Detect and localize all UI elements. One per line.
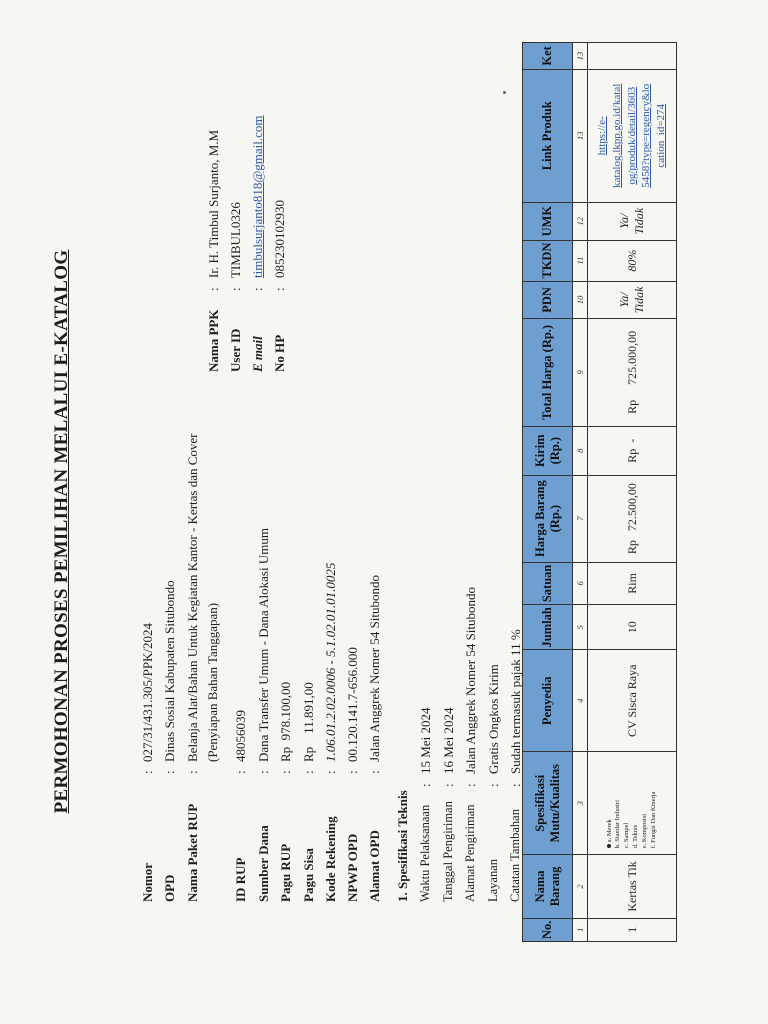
th-jumlah: Jumlah — [523, 605, 573, 650]
col-number: 13 — [573, 43, 588, 70]
col-number: 10 — [573, 281, 588, 318]
spec-label-tanggal: Tanggal Pengiriman — [441, 801, 455, 902]
currency-label: Rp — [624, 399, 639, 414]
col-number: 13 — [573, 69, 588, 202]
spec-label-catatan: Catatan Tambahan — [508, 809, 522, 902]
cell-kirim: Rp - — [588, 426, 677, 475]
product-link[interactable]: https://e- katalog.lkpp.go.id/katal og/produk/detail/3603 5458?type=regency&lo cation_id=274 — [595, 83, 668, 188]
spec-checklist — [606, 754, 659, 852]
th-ket: Ket — [523, 43, 573, 70]
col-number: 8 — [573, 426, 588, 475]
cell-satuan: Rim — [588, 562, 677, 605]
label-email: E mail — [250, 336, 265, 372]
label-pagu-sisa: Pagu Sisa — [301, 848, 316, 902]
value-nama-ppk: Ir. H. Timbul Surjanto, M.M — [206, 129, 221, 278]
bullet-dot-icon — [607, 844, 611, 848]
value-pagu-sisa: Rp 11.891,00 — [301, 682, 316, 762]
th-no: No. — [523, 918, 573, 941]
th-penyedia: Penyedia — [523, 650, 573, 752]
cell-pdn — [588, 281, 677, 318]
label-user-id: User ID — [228, 328, 243, 372]
col-number: 1 — [573, 918, 588, 941]
value-opd: Dinas Sosial Kabupaten Situbondo — [162, 580, 177, 762]
colon: : — [463, 783, 478, 787]
value-no-hp: 085230102930 — [272, 200, 287, 278]
spec-item: b. Standar Industri — [614, 800, 622, 849]
cell-harga-barang — [588, 475, 677, 562]
spec-value-layanan: Gratis Ongkos Kirim — [486, 664, 501, 774]
value-pagu-rup: Rp 978.100,00 — [278, 681, 293, 762]
spec-value-alamat: Jalan Anggrek Nomer 54 Situbondo — [463, 586, 478, 774]
cell-no: 1 — [588, 918, 677, 941]
colon: : — [206, 287, 221, 291]
col-number: 6 — [573, 562, 588, 605]
label-id-rup: ID RUP — [233, 857, 248, 902]
cell-total-harga — [588, 319, 677, 427]
value-user-id: TIMBUL0326 — [228, 202, 243, 278]
umk-option: Ya/ — [617, 213, 631, 229]
spec-item: e. Komposisi — [640, 813, 648, 849]
th-total-harga: Total Harga (Rp.) — [523, 319, 573, 427]
email-link[interactable]: timbulsurjanto818@gmail.com — [250, 115, 265, 278]
colon: : — [185, 770, 200, 774]
spec-label-layanan: Layanan — [486, 858, 500, 902]
pdn-option: Ya/ — [617, 292, 631, 308]
th-link-produk: Link Produk — [523, 69, 573, 202]
value-npwp: 00.120.141.7-656.000 — [345, 647, 360, 762]
cell-spesifikasi — [588, 752, 677, 855]
colon: : — [256, 770, 271, 774]
col-number: 2 — [573, 855, 588, 918]
column-number-row — [573, 43, 588, 942]
total-value: 725.000,00 — [624, 330, 639, 385]
cell-penyedia: CV Sisca Raya — [588, 650, 677, 752]
label-nomor: Nomor — [140, 863, 155, 902]
label-pagu-rup: Pagu RUP — [278, 843, 293, 902]
currency-label: Rp — [624, 540, 639, 555]
cell-nama-barang: Kertas Tik — [588, 855, 677, 918]
value-alamat-opd: Jalan Anggrek Nomer 54 Situbondo — [367, 574, 382, 762]
spec-item: f. Fungsi Dan Kinerja — [649, 791, 657, 849]
colon: : — [418, 783, 433, 787]
label-nama-paket: Nama Paket RUP — [185, 803, 200, 902]
spec-item: a. Merek — [606, 754, 615, 848]
col-number: 11 — [573, 240, 588, 281]
table-header-row — [523, 43, 573, 942]
colon: : — [233, 770, 248, 774]
spec-value-tanggal: 16 Mei 2024 — [441, 707, 456, 774]
colon: : — [301, 770, 316, 774]
colon: : — [228, 287, 243, 291]
value-kode-rekening: 1.06.01.2.02.0006 - 5.1.02.01.01.0025 — [323, 562, 338, 762]
value-id-rup: 48056039 — [233, 710, 248, 762]
col-number: 4 — [573, 650, 588, 752]
spec-section-heading: 1. Spesifikasi Teknis — [395, 790, 410, 902]
umk-option: Tidak — [632, 207, 646, 235]
label-npwp: NPWP OPD — [345, 833, 360, 902]
value-nama-paket: Belanja Alat/Bahan Untuk Kegiatan Kantor - Kertas dan Cover — [185, 433, 200, 762]
document-title: PERMOHONAN PROSES PEMILIHAN MELALUI E-KATALOG — [51, 249, 72, 814]
colon: : — [508, 783, 523, 787]
th-nama-barang: Nama Barang — [523, 855, 573, 918]
procurement-table — [522, 42, 677, 942]
colon: : — [367, 770, 382, 774]
spec-item: d. Teknis — [632, 824, 639, 849]
value-sumber-dana: Dana Transfer Umum - Dana Alokasi Umum — [256, 528, 271, 762]
colon: : — [323, 770, 338, 774]
th-pdn: PDN — [523, 281, 573, 318]
spec-value-waktu: 15 Mei 2024 — [418, 707, 433, 774]
scan-speck — [503, 91, 506, 94]
label-kode-rekening: Kode Rekening — [323, 816, 338, 902]
th-tkdn: TKDN — [523, 240, 573, 281]
spec-label-waktu: Waktu Pelaksanaan — [418, 804, 432, 902]
label-nama-ppk: Nama PPK — [206, 309, 221, 372]
spec-value-catatan: Sudah termasuk pajak 11 % — [508, 629, 523, 774]
col-number: 7 — [573, 475, 588, 562]
th-spesifikasi: Spesifikasi Mutu/Kualitas — [523, 752, 573, 855]
label-no-hp: No HP — [272, 334, 287, 372]
value-nama-paket-2: (Penyiapan Bahan Tanggapan) — [205, 602, 220, 762]
harga-value: 72.500,00 — [624, 483, 639, 532]
cell-jumlah: 10 — [588, 605, 677, 650]
colon: : — [278, 770, 293, 774]
table-row — [588, 43, 677, 942]
value-nomor: 027/31/431.305/PPK/2024 — [140, 622, 155, 762]
cell-tkdn: 80% — [588, 240, 677, 281]
pdn-option: Tidak — [632, 286, 646, 314]
col-number: 3 — [573, 752, 588, 855]
th-harga-barang: Harga Barang (Rp.) — [523, 475, 573, 562]
spec-item: c. Sampel — [623, 822, 631, 849]
th-kirim: Kirim (Rp.) — [523, 426, 573, 475]
th-satuan: Satuan — [523, 562, 573, 605]
cell-umk — [588, 202, 677, 240]
col-number: 12 — [573, 202, 588, 240]
label-opd: OPD — [162, 874, 177, 902]
colon: : — [250, 287, 265, 291]
colon: : — [486, 783, 501, 787]
th-umk: UMK — [523, 202, 573, 240]
colon: : — [140, 770, 155, 774]
colon: : — [162, 770, 177, 774]
colon: : — [345, 770, 360, 774]
col-number: 9 — [573, 319, 588, 427]
label-sumber-dana: Sumber Dana — [256, 825, 271, 902]
cell-ket — [588, 43, 677, 70]
col-number: 5 — [573, 605, 588, 650]
colon: : — [441, 783, 456, 787]
colon: : — [272, 287, 287, 291]
spec-label-alamat: Alamat Pengiriman — [463, 804, 477, 902]
cell-link-produk — [588, 69, 677, 202]
label-alamat-opd: Alamat OPD — [367, 830, 382, 902]
